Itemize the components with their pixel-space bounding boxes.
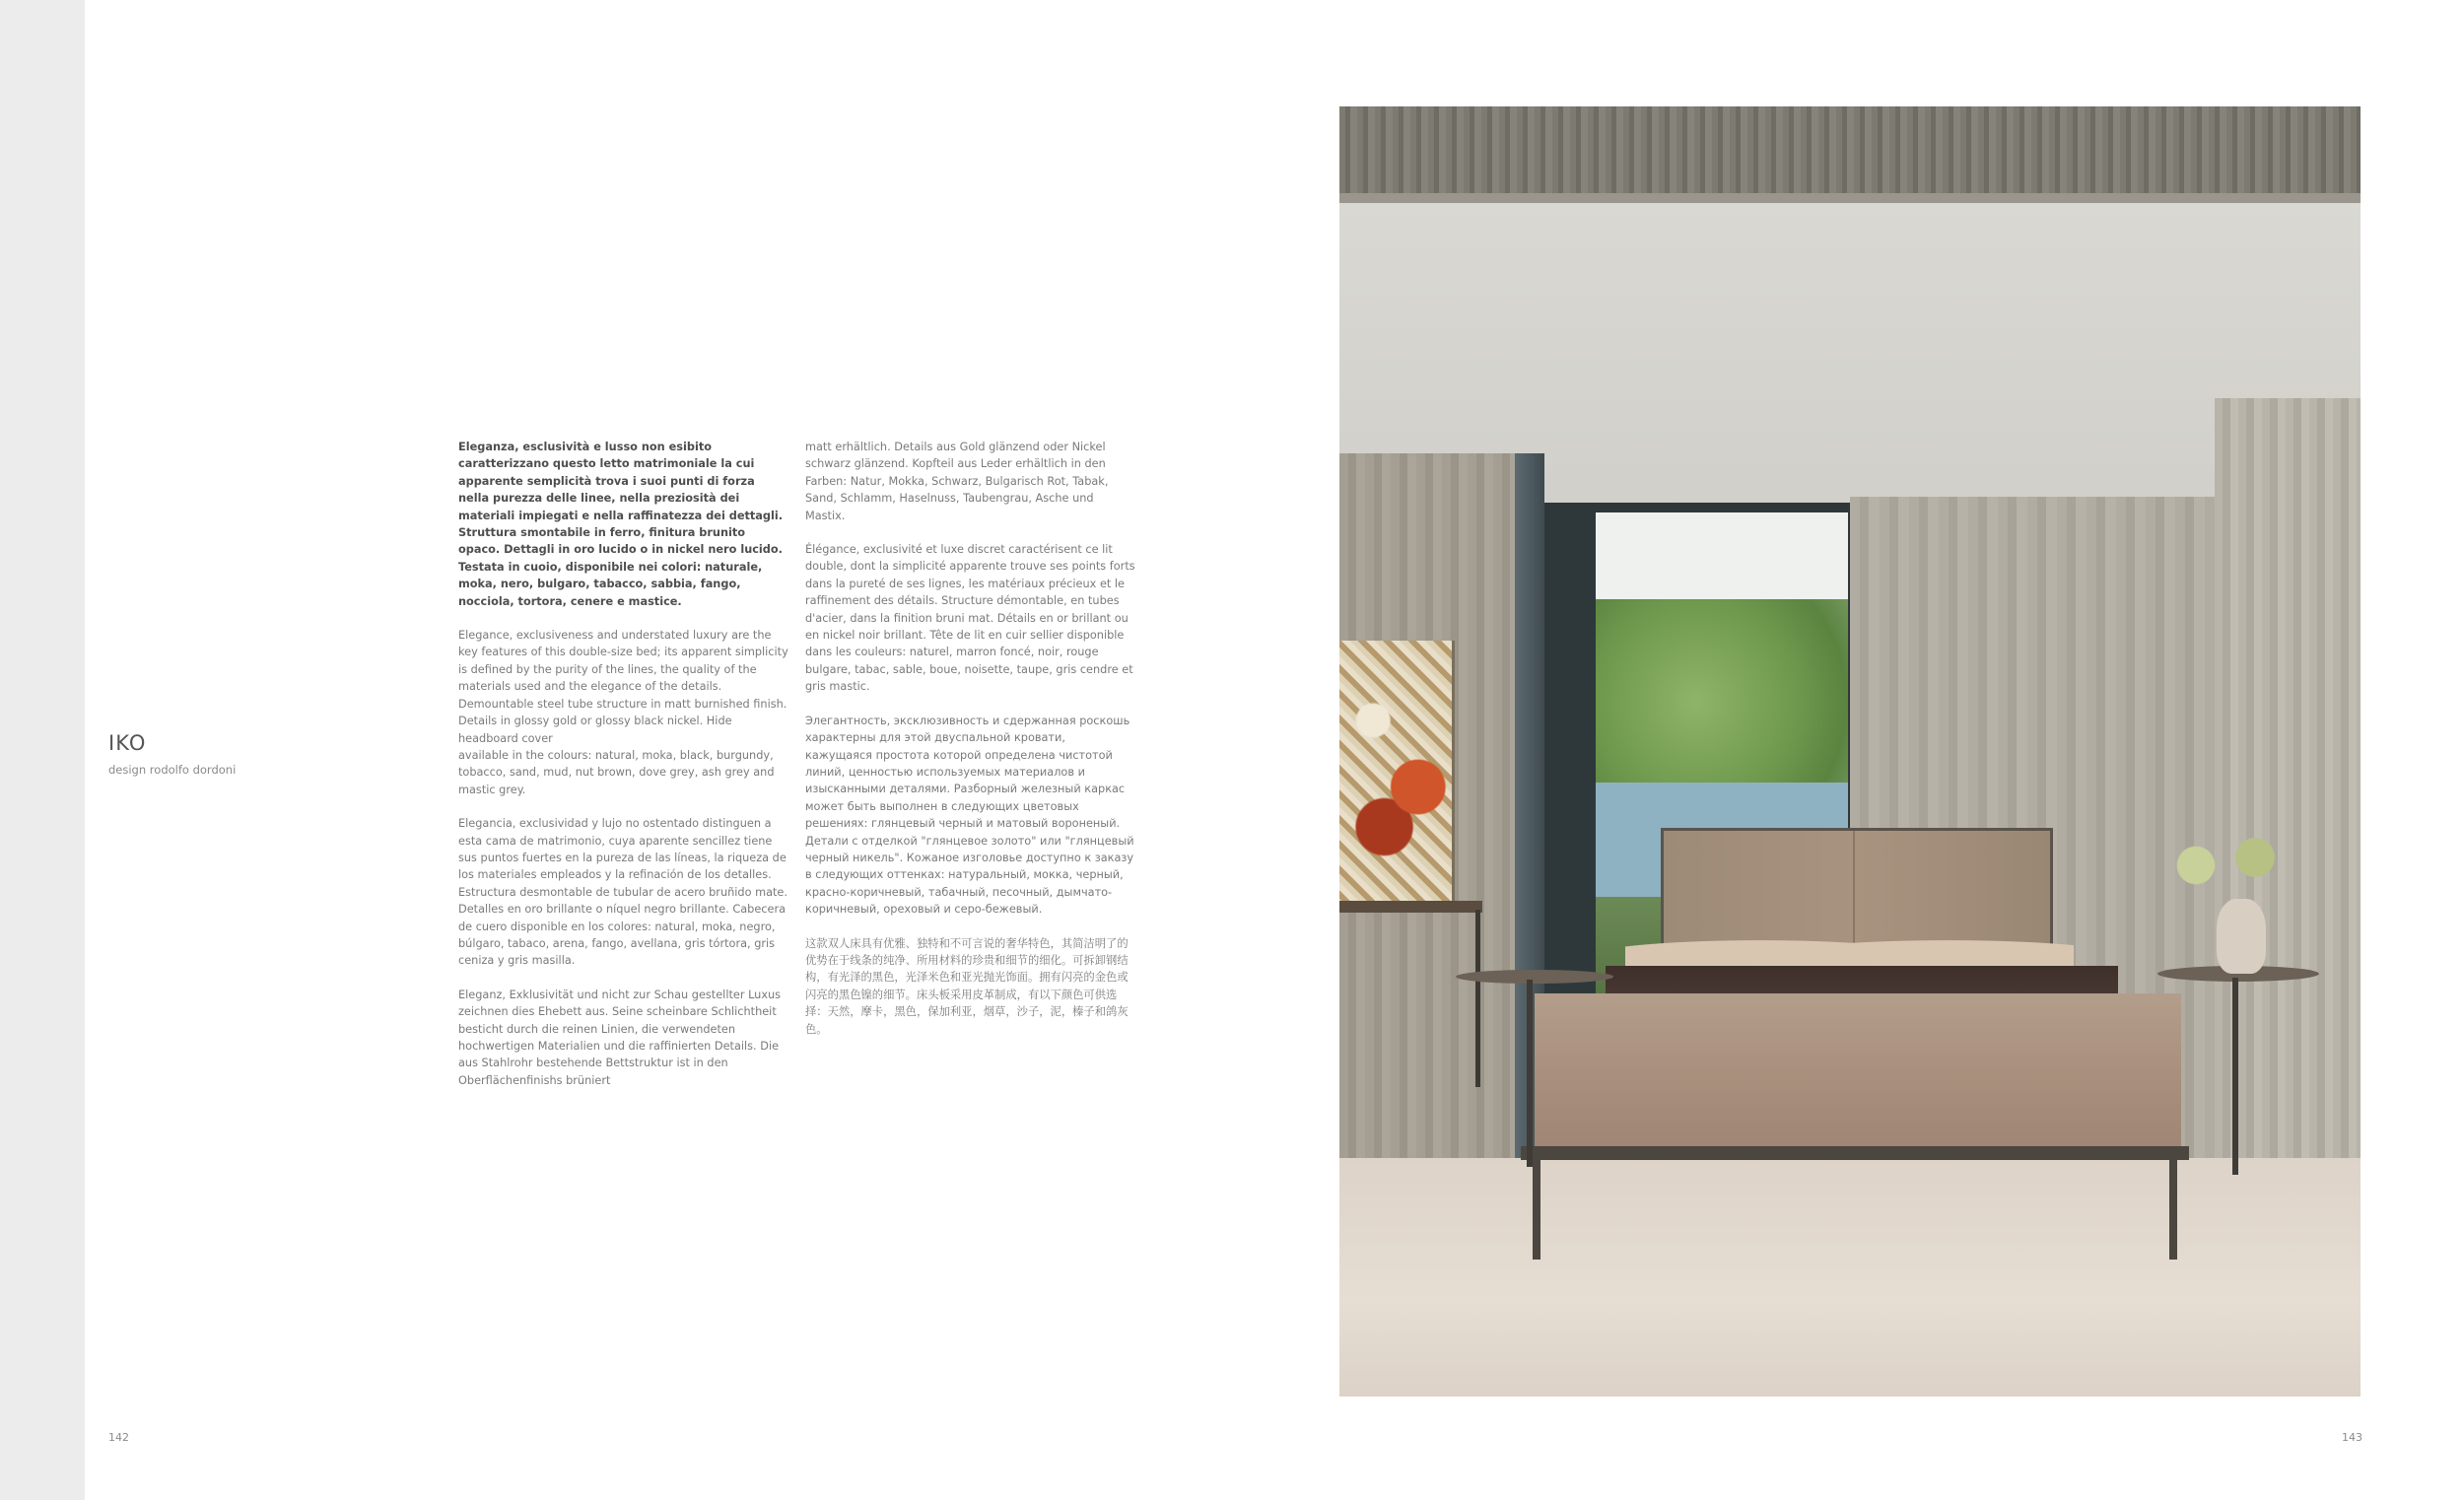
console-table (1339, 901, 1482, 913)
paragraph-french: Élégance, exclusivité et luxe discret caractérisent ce lit double, dont la simplicité apparente trouve ses points forts dans la pureté de ses lignes, les matériaux précieux et le raffinement des détails. Structure démontable, en tubes d'acier, dans la finition bruni mat. Détails en or brillant ou en nickel noir brillant. Tête de lit en cuir sellier disponible dans les couleurs: naturel, marron foncé, noir, rouge bulgare, tabac, sable, boue, noisette, taupe, gris cendre et gris mastic. (805, 543, 1135, 694)
rug (1339, 1158, 2361, 1397)
product-heading (108, 731, 236, 777)
page-number-right: 143 (2342, 1431, 2362, 1444)
product-name: IKO (108, 731, 147, 755)
paragraph-chinese: 这款双人床具有优雅、独特和不可言说的奢华特色，其简洁明了的优势在于线条的纯净、所用材料的珍贵和细节的细化。可拆卸钢结构，有光泽的黑色，光泽米色和亚光抛光饰面。拥有闪亮的金色或闪亮的黑色镍的细节。床头板采用皮革制成，有以下颜色可供选择：天然，摩卡，黑色，保加利亚，烟草，沙子，泥，榛子和鸽灰色。 (805, 936, 1129, 1036)
page-number-left: 142 (108, 1431, 129, 1444)
painting (1339, 641, 1455, 907)
paragraph-english: Elegance, exclusiveness and understated luxury are the key features of this double-size bed; its apparent simplicity is defined by the purity of the lines, the quality of the materials used and the elegance of the details. Demountable steel tube structure in matt burnished finish. Details in glossy gold or glossy black nickel. Hide headboard cover available in the colours: natural, moka, black, burgundy, tobacco, sand, mud, nut brown, dove grey, ash grey and mastic grey. (458, 629, 788, 796)
vase (2217, 899, 2266, 974)
flowers (2172, 826, 2291, 905)
paragraph-russian: Элегантность, эксклюзивность и сдержанная роскошь характерны для этой двуспальной кровати, кажущаяся простота которой определена чистотой линий, ценностью используемых материалов и изысканными деталями. Разборный железный каркас может быть выполнен в следующих цветовых решениях: глянцевый черный и матовый вороненый. Детали с отделкой "глянцевое золото" или "глянцевый черный никель". Кожаное изголовье доступно к заказу в следующих оттенках: натуральный, мокка, черный, красно-коричневый, табачный, песочный, дымчато-коричневый, ореховый и серо-бежевый. (805, 714, 1134, 917)
nightstand-right-leg (2232, 978, 2238, 1175)
bedroom-photo (1339, 106, 2361, 1397)
text-column-2 (805, 439, 1135, 1055)
ceiling-beam-edge (1339, 193, 2361, 203)
paragraph-spanish: Elegancia, exclusividad y lujo no ostentado distinguen a esta cama de matrimonio, cuya aparente sencillez tiene sus puntos fuertes en la pureza de las líneas, la riqueza de los materiales empleados y la refinación de los detalles. Estructura desmontable de tubular de acero bruñido mate. Detalles en oro brillante o níquel negro brillante. Cabecera de cuero disponible en los colores: natural, moka, negro, búlgaro, tabaco, arena, fango, avellana, gris tórtora, gris ceniza y gris masilla. (458, 817, 787, 968)
ceiling-beam (1339, 106, 2361, 197)
console-leg (1475, 910, 1480, 1087)
text-column-1 (458, 439, 788, 1106)
paragraph-italian: Eleganza, esclusività e lusso non esibito caratterizzano questo letto matrimoniale la cui apparente semplicità trova i suoi punti di forza nella purezza delle linee, nella preziosità dei materiali impiegati e nella raffinatezza dei dettagli. Struttura smontabile in ferro, finitura brunito opaco. Dettagli in oro lucido o in nickel nero lucido. Testata in cuoio, disponibile nei colori: naturale, moka, nero, bulgaro, tabacco, sabbia, fango, nocciola, tortora, cenere e mastice. (458, 441, 784, 608)
paragraph-german-cont: matt erhältlich. Details aus Gold glänzend oder Nickel schwarz glänzend. Kopfteil aus Leder erhältlich in den Farben: Natur, Mokka, Schwarz, Bulgarisch Rot, Tabak, Sand, Schlamm, Haselnuss, Taubengrau, Asche und Mastix. (805, 441, 1109, 522)
bed-cover (1535, 993, 2181, 1153)
bed-leg-right (2169, 1153, 2177, 1260)
product-designer: design rodolfo dordoni (108, 763, 237, 777)
paragraph-german: Eleganz, Exklusivität und nicht zur Schau gestellter Luxus zeichnen dies Ehebett aus. Seine scheinbare Schlichtheit besticht durch die reinen Linien, die verwendeten hochwertigen Materialien und die raffinierten Details. Die aus Stahlrohr bestehende Bettstruktur ist in den Oberflächenfinishs brüniert (458, 988, 782, 1087)
nightstand-left (1456, 970, 1613, 984)
nightstand-left-leg (1527, 980, 1533, 1167)
bed-leg-left (1533, 1153, 1540, 1260)
bed-frame (1521, 1146, 2189, 1160)
page-spine (0, 0, 85, 1500)
